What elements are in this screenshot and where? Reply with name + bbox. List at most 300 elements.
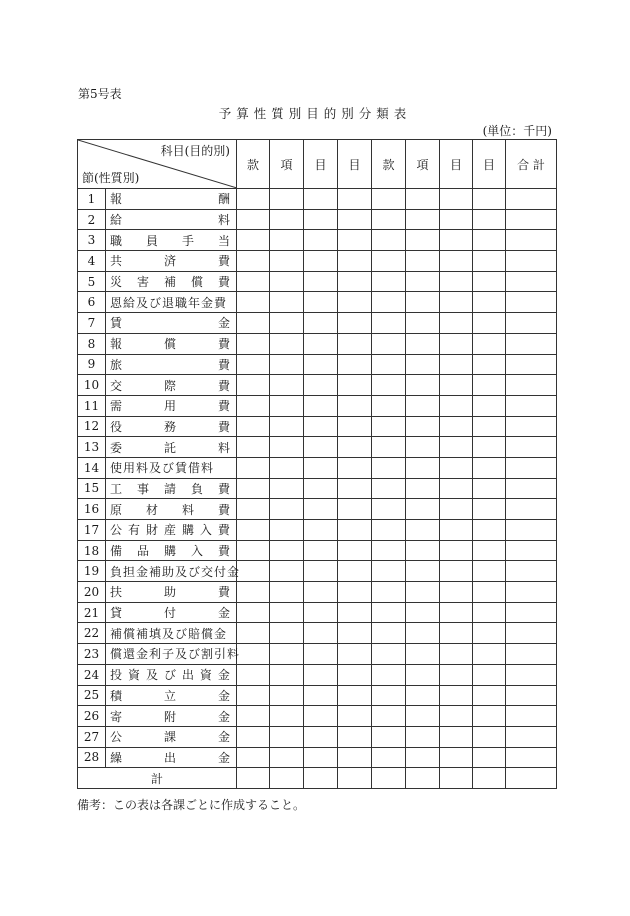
table-cell — [270, 209, 304, 230]
table-cell — [506, 747, 557, 768]
table-cell — [440, 540, 473, 561]
table-cell — [237, 478, 270, 499]
table-cell — [304, 664, 338, 685]
expense-item-label: 公 有 財 産 購 入 費 — [110, 523, 230, 538]
table-cell — [406, 747, 440, 768]
expense-item-label: 貸 付 金 — [110, 606, 230, 621]
table-cell — [372, 561, 406, 582]
table-row — [78, 457, 557, 478]
table-cell — [270, 726, 304, 747]
table-cell — [270, 395, 304, 416]
table-cell — [338, 354, 372, 375]
row-number: 16 — [78, 499, 106, 520]
table-cell — [237, 230, 270, 251]
expense-item-label: 給 料 — [110, 213, 230, 228]
table-cell — [372, 602, 406, 623]
table-cell — [440, 644, 473, 665]
row-number: 19 — [78, 561, 106, 582]
expense-item-label: 償還金利子及び割引料 — [110, 647, 241, 662]
table-row — [78, 726, 557, 747]
table-cell — [473, 602, 506, 623]
corner-label-purpose: 科目(目的別) — [160, 144, 230, 158]
table-cell — [473, 706, 506, 727]
expense-item-name — [106, 685, 237, 706]
table-cell — [473, 251, 506, 272]
table-cell — [270, 747, 304, 768]
row-number: 18 — [78, 540, 106, 561]
column-header-total: 合 計 — [506, 140, 557, 189]
footnote: 備考：この表は各課ごとに作成すること。 — [77, 798, 306, 812]
table-cell — [372, 706, 406, 727]
table-cell — [406, 457, 440, 478]
table-cell — [270, 416, 304, 437]
table-cell — [304, 313, 338, 334]
table-cell — [270, 230, 304, 251]
expense-item-label: 報 償 費 — [110, 337, 230, 352]
row-number: 2 — [78, 209, 106, 230]
table-row — [78, 664, 557, 685]
table-cell — [506, 623, 557, 644]
table-row — [78, 685, 557, 706]
expense-item-name — [106, 375, 237, 396]
table-cell — [338, 416, 372, 437]
table-row — [78, 292, 557, 313]
row-number: 23 — [78, 644, 106, 665]
table-row — [78, 644, 557, 665]
expense-item-name — [106, 292, 237, 313]
table-cell — [270, 499, 304, 520]
row-number: 20 — [78, 582, 106, 603]
table-cell — [506, 706, 557, 727]
table-cell — [338, 313, 372, 334]
table-cell — [237, 251, 270, 272]
table-cell — [304, 602, 338, 623]
table-cell — [304, 768, 338, 789]
row-number: 8 — [78, 333, 106, 354]
table-cell — [440, 251, 473, 272]
table-cell — [473, 189, 506, 210]
table-row — [78, 747, 557, 768]
table-cell — [270, 706, 304, 727]
expense-item-name — [106, 644, 241, 665]
table-cell — [237, 499, 270, 520]
table-cell — [406, 354, 440, 375]
table-cell — [338, 540, 372, 561]
table-cell — [506, 189, 557, 210]
table-cell — [440, 354, 473, 375]
table-cell — [406, 644, 440, 665]
table-row — [78, 582, 557, 603]
column-header: 目 — [304, 140, 338, 189]
table-cell — [338, 457, 372, 478]
table-cell — [506, 664, 557, 685]
table-cell — [338, 251, 372, 272]
table-cell — [406, 499, 440, 520]
table-cell — [473, 437, 506, 458]
table-cell — [473, 457, 506, 478]
table-cell — [440, 271, 473, 292]
table-cell — [338, 706, 372, 727]
table-cell — [237, 540, 270, 561]
table-cell — [473, 478, 506, 499]
expense-item-label: 負担金補助及び交付金 — [110, 564, 241, 579]
table-cell — [440, 747, 473, 768]
table-row — [78, 333, 557, 354]
table-cell — [506, 416, 557, 437]
table-cell — [406, 437, 440, 458]
table-cell — [270, 292, 304, 313]
table-cell — [237, 457, 270, 478]
table-cell — [506, 230, 557, 251]
table-cell — [270, 623, 304, 644]
table-cell — [506, 768, 557, 789]
expense-item-name — [106, 706, 237, 727]
table-cell — [304, 520, 338, 541]
table-cell — [506, 271, 557, 292]
table-cell — [270, 561, 304, 582]
expense-item-name — [106, 540, 237, 561]
column-header: 項 — [270, 140, 304, 189]
expense-item-name — [106, 457, 237, 478]
table-cell — [270, 602, 304, 623]
table-cell — [473, 768, 506, 789]
table-cell — [440, 395, 473, 416]
table-cell — [440, 602, 473, 623]
table-cell — [237, 561, 270, 582]
table-row — [78, 623, 557, 644]
table-cell — [270, 313, 304, 334]
table-cell — [338, 478, 372, 499]
table-cell — [237, 706, 270, 727]
table-cell — [372, 230, 406, 251]
table-cell — [372, 209, 406, 230]
table-cell — [506, 375, 557, 396]
table-cell — [237, 602, 270, 623]
row-number: 14 — [78, 457, 106, 478]
row-number: 27 — [78, 726, 106, 747]
table-cell — [372, 478, 406, 499]
table-cell — [237, 664, 270, 685]
row-number: 1 — [78, 189, 106, 210]
table-row — [78, 416, 557, 437]
expense-item-label: 投 資 及 び 出 資 金 — [110, 668, 230, 683]
table-cell — [440, 457, 473, 478]
table-cell — [338, 582, 372, 603]
table-cell — [440, 623, 473, 644]
table-cell — [506, 478, 557, 499]
table-cell — [440, 230, 473, 251]
table-cell — [473, 623, 506, 644]
table-body — [78, 189, 557, 768]
table-cell — [440, 437, 473, 458]
expense-item-name — [106, 602, 237, 623]
table-cell — [304, 499, 338, 520]
expense-item-name — [106, 623, 237, 644]
table-cell — [506, 561, 557, 582]
expense-item-label: 原 材 料 費 — [110, 502, 230, 517]
table-cell — [304, 623, 338, 644]
column-header: 款 — [237, 140, 270, 189]
table-cell — [338, 437, 372, 458]
table-cell — [338, 644, 372, 665]
table-cell — [473, 540, 506, 561]
table-row — [78, 540, 557, 561]
table-cell — [270, 437, 304, 458]
table-cell — [304, 540, 338, 561]
table-cell — [270, 582, 304, 603]
table-cell — [372, 540, 406, 561]
table-cell — [506, 582, 557, 603]
table-cell — [406, 416, 440, 437]
expense-item-label: 備 品 購 入 費 — [110, 544, 230, 559]
table-cell — [440, 313, 473, 334]
table-cell — [304, 561, 338, 582]
column-header: 目 — [338, 140, 372, 189]
table-cell — [338, 664, 372, 685]
table-cell — [440, 333, 473, 354]
expense-item-label: 公 課 金 — [110, 730, 230, 745]
budget-classification-table — [77, 139, 557, 789]
table-cell — [372, 416, 406, 437]
column-header: 目 — [473, 140, 506, 189]
table-cell — [473, 726, 506, 747]
table-cell — [270, 189, 304, 210]
table-cell — [372, 375, 406, 396]
row-number: 11 — [78, 395, 106, 416]
expense-item-label: 恩給及び退職年金費 — [110, 295, 228, 310]
row-number: 17 — [78, 520, 106, 541]
expense-item-label: 旅 費 — [110, 357, 230, 372]
column-header: 款 — [372, 140, 406, 189]
expense-item-label: 災 害 補 償 費 — [110, 275, 230, 290]
table-row — [78, 230, 557, 251]
table-cell — [406, 664, 440, 685]
table-cell — [372, 395, 406, 416]
table-cell — [473, 354, 506, 375]
form-number: 第5号表 — [78, 87, 122, 101]
table-cell — [440, 706, 473, 727]
table-cell — [372, 251, 406, 272]
table-cell — [304, 251, 338, 272]
table-cell — [372, 520, 406, 541]
row-number: 3 — [78, 230, 106, 251]
table-cell — [506, 209, 557, 230]
table-cell — [304, 644, 338, 665]
table-cell — [440, 685, 473, 706]
table-cell — [473, 520, 506, 541]
table-cell — [440, 375, 473, 396]
table-cell — [406, 706, 440, 727]
table-cell — [338, 209, 372, 230]
table-cell — [372, 726, 406, 747]
table-cell — [304, 685, 338, 706]
table-cell — [237, 520, 270, 541]
table-row — [78, 209, 557, 230]
table-cell — [304, 416, 338, 437]
table-cell — [406, 540, 440, 561]
table-cell — [440, 499, 473, 520]
row-number: 26 — [78, 706, 106, 727]
expense-item-name — [106, 333, 237, 354]
table-cell — [506, 726, 557, 747]
table-cell — [237, 209, 270, 230]
table-cell — [237, 354, 270, 375]
table-cell — [338, 271, 372, 292]
expense-item-name — [106, 271, 237, 292]
table-row — [78, 375, 557, 396]
table-cell — [372, 333, 406, 354]
table-cell — [372, 644, 406, 665]
row-number: 28 — [78, 747, 106, 768]
table-cell — [473, 313, 506, 334]
table-cell — [473, 685, 506, 706]
table-cell — [338, 520, 372, 541]
table-cell — [338, 685, 372, 706]
table-row — [78, 499, 557, 520]
row-number: 21 — [78, 602, 106, 623]
table-row — [78, 478, 557, 499]
table-cell — [406, 768, 440, 789]
table-cell — [304, 209, 338, 230]
table-cell — [506, 354, 557, 375]
table-cell — [473, 561, 506, 582]
table-row — [78, 706, 557, 727]
page-title: 予算性質別目的別分類表 — [218, 106, 412, 121]
table-cell — [237, 437, 270, 458]
table-cell — [237, 189, 270, 210]
row-number: 13 — [78, 437, 106, 458]
table-cell — [372, 437, 406, 458]
row-number: 25 — [78, 685, 106, 706]
expense-item-label: 共 済 費 — [110, 254, 230, 269]
table-cell — [406, 582, 440, 603]
table-cell — [270, 457, 304, 478]
table-cell — [473, 747, 506, 768]
table-cell — [338, 230, 372, 251]
table-cell — [440, 768, 473, 789]
table-cell — [406, 189, 440, 210]
table-cell — [338, 499, 372, 520]
table-cell — [406, 561, 440, 582]
row-number: 22 — [78, 623, 106, 644]
table-cell — [270, 644, 304, 665]
table-row — [78, 395, 557, 416]
table-cell — [372, 271, 406, 292]
table-cell — [506, 499, 557, 520]
table-cell — [440, 478, 473, 499]
table-cell — [338, 561, 372, 582]
table-cell — [237, 623, 270, 644]
table-cell — [440, 561, 473, 582]
table-cell — [406, 209, 440, 230]
table-cell — [372, 313, 406, 334]
table-cell — [237, 685, 270, 706]
table-row — [78, 561, 557, 582]
table-cell — [372, 623, 406, 644]
expense-item-label: 使用料及び賃借料 — [110, 461, 215, 476]
expense-item-label: 工 事 請 負 費 — [110, 481, 230, 496]
table-cell — [473, 582, 506, 603]
table-cell — [304, 395, 338, 416]
table-cell — [440, 726, 473, 747]
table-cell — [338, 189, 372, 210]
table-cell — [506, 602, 557, 623]
table-cell — [372, 292, 406, 313]
table-cell — [406, 333, 440, 354]
expense-item-name — [106, 395, 237, 416]
table-cell — [406, 375, 440, 396]
table-cell — [506, 520, 557, 541]
table-cell — [473, 375, 506, 396]
table-cell — [372, 189, 406, 210]
table-cell — [304, 706, 338, 727]
table-cell — [304, 726, 338, 747]
table-cell — [270, 271, 304, 292]
table-cell — [473, 395, 506, 416]
corner-header-cell — [78, 140, 237, 189]
table-cell — [237, 644, 270, 665]
table-cell — [440, 292, 473, 313]
table-cell — [338, 395, 372, 416]
row-number: 5 — [78, 271, 106, 292]
table-cell — [406, 271, 440, 292]
expense-item-name — [106, 726, 237, 747]
expense-item-label: 補償補填及び賠償金 — [110, 626, 228, 641]
table-cell — [304, 437, 338, 458]
table-cell — [440, 582, 473, 603]
table-cell — [440, 416, 473, 437]
expense-item-name — [106, 209, 237, 230]
table-cell — [473, 333, 506, 354]
table-cell — [473, 292, 506, 313]
table-cell — [372, 499, 406, 520]
table-cell — [237, 726, 270, 747]
expense-item-name — [106, 230, 237, 251]
table-cell — [304, 271, 338, 292]
table-cell — [506, 540, 557, 561]
row-number: 9 — [78, 354, 106, 375]
table-cell — [372, 747, 406, 768]
table-cell — [372, 768, 406, 789]
expense-item-name — [106, 251, 237, 272]
table-cell — [473, 209, 506, 230]
table-cell — [270, 540, 304, 561]
table-cell — [304, 582, 338, 603]
expense-item-name — [106, 437, 237, 458]
table-cell — [304, 747, 338, 768]
expense-item-name — [106, 747, 237, 768]
table-cell — [270, 520, 304, 541]
table-cell — [237, 292, 270, 313]
table-row — [78, 251, 557, 272]
column-header: 目 — [440, 140, 473, 189]
table-cell — [506, 395, 557, 416]
table-cell — [304, 189, 338, 210]
table-cell — [270, 354, 304, 375]
table-cell — [406, 726, 440, 747]
table-cell — [473, 416, 506, 437]
table-row — [78, 271, 557, 292]
corner-label-nature: 節(性質別) — [82, 171, 140, 185]
table-cell — [338, 602, 372, 623]
row-number: 6 — [78, 292, 106, 313]
table-cell — [372, 457, 406, 478]
row-number: 4 — [78, 251, 106, 272]
table-cell — [406, 520, 440, 541]
table-cell — [406, 292, 440, 313]
table-cell — [338, 768, 372, 789]
table-cell — [237, 416, 270, 437]
